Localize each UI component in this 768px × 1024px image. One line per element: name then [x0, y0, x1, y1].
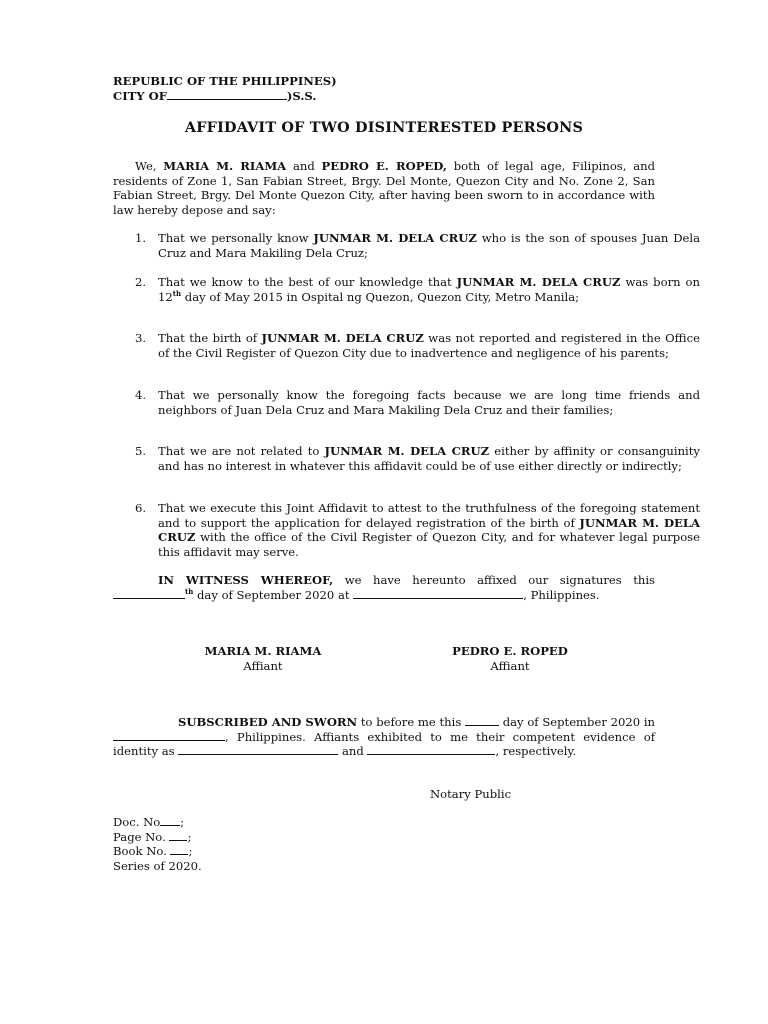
statement-item-6 — [113, 501, 700, 559]
jurat-text-4: and — [338, 744, 368, 759]
intro-affiant-2: PEDRO E. ROPED, — [321, 159, 447, 173]
header-city-prefix: CITY OF — [113, 89, 167, 103]
intro-text-3: both of legal age, Filipinos, and residents of Zone 1, San Fabian Street, Brgy. Del Monte, Quezon City and No. Zone 2, San Fabian Street, Brgy. Del Monte Quezon City, after having been sworn to in accordance with law hereby depose and say: — [113, 159, 656, 217]
book-number-line — [113, 844, 202, 859]
item-text: day of May 2015 in Ospital ng Quezon, Quezon City, Metro Manila; — [181, 289, 580, 304]
doc-number-line — [113, 815, 202, 830]
item-text: That we are not related to — [158, 444, 325, 458]
statement-item-1 — [113, 231, 700, 260]
page-number-line — [113, 830, 202, 845]
header-city — [113, 89, 337, 104]
jurat-text-3: , Philippines. Affiants exhibited to me their competent evidence of identity as — [113, 729, 655, 759]
jurat-place-blank — [113, 730, 225, 741]
jurat-text-1: to before me this — [357, 715, 465, 729]
witness-paragraph — [113, 573, 655, 602]
id-blank-1 — [178, 744, 338, 755]
subject-name: JUNMAR M. DELA CRUZ — [261, 331, 424, 345]
statement-item-4 — [113, 388, 700, 417]
page-number-end: ; — [187, 829, 192, 844]
witness-text-1: we have hereunto affixed our signatures this — [333, 573, 655, 587]
jurat-paragraph — [113, 715, 655, 759]
signatory-role: Affiant — [243, 658, 283, 673]
item-text: That we execute this Joint Affidavit to attest to the truthfulness of the foregoing statement and to support the application for delayed registration of the birth of — [158, 501, 700, 530]
series-line: Series of 2020. — [113, 858, 202, 873]
ordinal-suffix: th — [172, 288, 182, 298]
jurat-text-2: day of September 2020 in — [499, 715, 656, 729]
witness-text-2: day of September 2020 at — [193, 587, 354, 602]
statement-item-3 — [113, 331, 700, 360]
doc-number-end: ; — [180, 815, 185, 829]
jurat-day-blank — [465, 715, 499, 726]
item-text: was born on 12 — [158, 275, 700, 304]
document-title: AFFIDAVIT OF TWO DISINTERESTED PERSONS — [184, 119, 584, 136]
document-header — [113, 74, 337, 104]
book-number-blank — [170, 844, 188, 855]
signature-block-affiant-1 — [193, 644, 333, 673]
intro-text-1: We, — [135, 159, 164, 173]
id-blank-2 — [367, 744, 495, 755]
item-number: 4. — [135, 388, 147, 402]
header-city-suffix: )S.S. — [286, 89, 317, 103]
witness-lead: IN WITNESS WHEREOF, — [158, 573, 334, 587]
item-text: with the office of the Civil Register of Quezon City, and for whatever legal purpose this affidavit may serve. — [158, 530, 700, 559]
item-text: That we personally know — [158, 231, 314, 245]
item-text: That the birth of — [158, 331, 262, 345]
item-number: 6. — [135, 501, 147, 515]
signature-block-affiant-2 — [440, 644, 580, 673]
page-number-blank — [169, 830, 187, 841]
statement-item-5 — [113, 444, 700, 473]
jurat-lead: SUBSCRIBED AND SWORN — [178, 715, 358, 729]
signatory-name: PEDRO E. ROPED — [452, 644, 568, 658]
item-text: That we personally know the foregoing facts because we are long time friends and neighbors of Juan Dela Cruz and Mara Makiling Dela Cruz and their families; — [158, 388, 700, 417]
item-text: either by affinity or consanguinity and has no interest in whatever this affidavit could be of use either directly or indirectly; — [158, 444, 700, 473]
book-number-end: ; — [188, 844, 193, 859]
statement-item-2 — [113, 275, 700, 304]
city-blank — [167, 89, 287, 100]
subject-name: JUNMAR M. DELA CRUZ — [158, 515, 700, 545]
item-number: 1. — [135, 231, 147, 245]
intro-text-2: and — [286, 159, 322, 173]
intro-affiant-1: MARIA M. RIAMA — [163, 159, 287, 173]
page-number-label: Page No. — [113, 829, 170, 844]
notarial-register — [113, 815, 202, 873]
witness-text-3: , Philippines. — [523, 587, 600, 602]
place-blank — [353, 588, 523, 599]
doc-number-blank — [160, 815, 180, 826]
day-blank — [113, 588, 185, 599]
subject-name: JUNMAR M. DELA CRUZ — [456, 275, 621, 289]
item-number: 2. — [135, 275, 147, 289]
signatory-role: Affiant — [490, 658, 530, 673]
doc-number-label: Doc. No — [113, 815, 161, 829]
subject-name: JUNMAR M. DELA CRUZ — [324, 444, 490, 458]
item-text: who is the son of spouses Juan Dela Cruz and Mara Makiling Dela Cruz; — [158, 231, 700, 260]
item-text: That we know to the best of our knowledge that — [158, 275, 457, 289]
book-number-label: Book No. — [113, 844, 171, 859]
item-number: 5. — [135, 444, 147, 458]
signatory-name: MARIA M. RIAMA — [204, 644, 322, 658]
item-text: was not reported and registered in the Office of the Civil Register of Quezon City due to inadvertence and negligence of his parents; — [158, 331, 700, 360]
header-republic: REPUBLIC OF THE PHILIPPINES) — [113, 74, 337, 88]
intro-paragraph — [113, 159, 655, 217]
notary-public-label: Notary Public — [430, 787, 512, 801]
ordinal-suffix: th — [185, 586, 194, 596]
subject-name: JUNMAR M. DELA CRUZ — [313, 231, 477, 245]
jurat-text-5: , respectively. — [495, 744, 577, 759]
item-number: 3. — [135, 331, 147, 345]
